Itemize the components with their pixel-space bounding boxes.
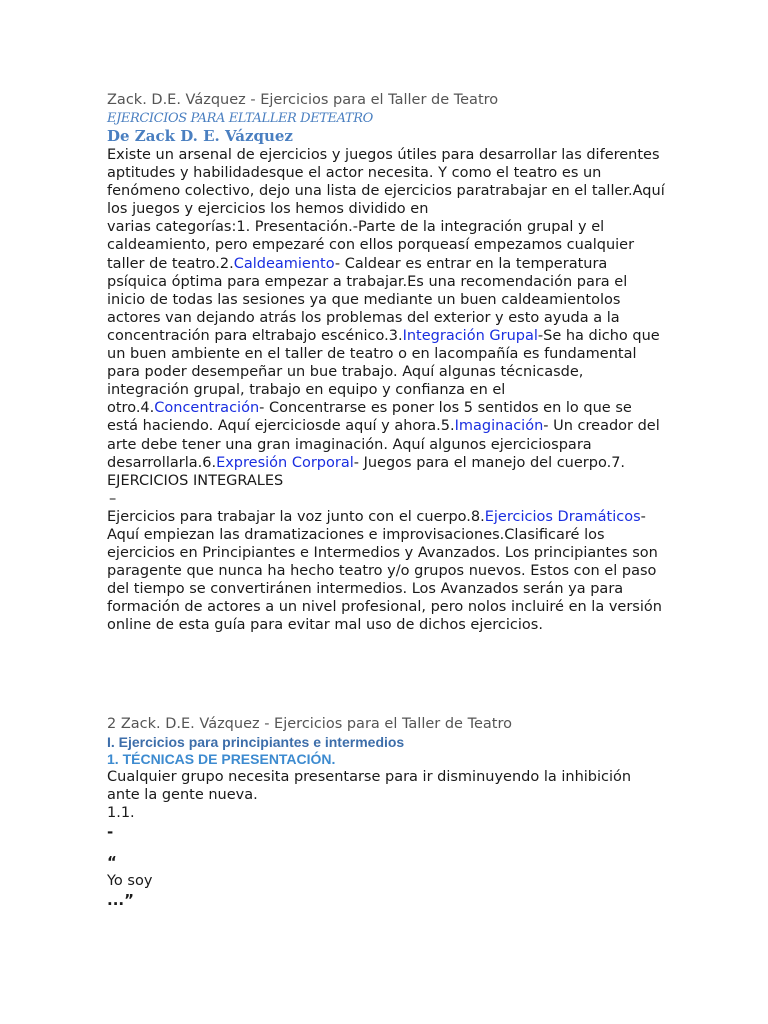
imaginacion-text: - Un creador del arte debe tener una gran imaginación. Aquí algunos ejerciciospara desarrollarla.6. <box>107 418 660 471</box>
close-quote: ...” <box>107 891 134 910</box>
item-number: 1.1. <box>107 805 135 822</box>
presentation-paragraph: Cualquier grupo necesita presentarse para ir disminuyendo la inhibición ante la gente nueva. <box>107 769 632 804</box>
section-title: I. Ejercicios para principiantes e intermedios <box>107 734 405 750</box>
categories-text: varias categorías:1. Presentación.-Parte de la integración grupal y el caldeamiento, pero empezaré con ellos porqueasí empezamos cualquier taller de teatro.2. <box>107 219 635 272</box>
intro-text: Existe un arsenal de ejercicios y juegos útiles para desarrollar las diferentes aptitudes y habilidadesque el actor necesita. Y como el teatro es un fenómeno colectivo, dejo una lista de ejercicios paratrabajar en el taller.Aquí los juegos y ejercicios los hemos dividido en <box>107 147 665 218</box>
expresion-text: - Juegos para el manejo del cuerpo.7. EJERCICIOS INTEGRALES <box>107 454 626 489</box>
integracion-grupal-link[interactable]: Integración Grupal <box>402 327 538 344</box>
voz-text: Ejercicios para trabajar la voz junto con el cuerpo.8. <box>107 508 485 525</box>
open-quote: “ <box>107 853 117 872</box>
author-byline: De Zack D. E. Vázquez <box>107 127 293 145</box>
dash-separator: – <box>109 490 117 507</box>
imaginacion-link[interactable]: Imaginación <box>454 418 544 435</box>
caldeamiento-text: - Caldear es entrar en la temperatura psíquica óptima para empezar a trabajar.Es una recomendación para el inicio de todas las sesiones ya que mediante un buen caldeamientolos actores van dejando atrás los problemas del exterior y esto ayuda a la concentración para eltrabajo escénico.3. <box>107 255 628 344</box>
page-header-two: 2 Zack. D.E. Vázquez - Ejercicios para el Taller de Teatro <box>107 716 512 732</box>
concentracion-link[interactable]: Concentración <box>154 400 260 417</box>
caldeamiento-link[interactable]: Caldeamiento <box>233 255 335 272</box>
integracion-text: -Se ha dicho que un buen ambiente en el taller de teatro o en lacompañía es fundamental para poder desempeñar un bue trabajo. Aquí algunas técnicasde, integración grupal, trabajo en equipo y confianza en el otro.4. <box>107 327 660 417</box>
page-header: Zack. D.E. Vázquez - Ejercicios para el Taller de Teatro <box>107 92 499 108</box>
concentracion-text: - Concentrarse es poner los 5 sentidos en lo que se está haciendo. Aquí ejerciciosde aquí y ahora.5. <box>107 400 632 435</box>
subsection-title: 1. TÉCNICAS DE PRESENTACIÓN. <box>107 751 336 767</box>
item-dash: - <box>107 823 114 842</box>
ejercicios-dramaticos-link[interactable]: Ejercicios Dramáticos <box>484 508 641 525</box>
expresion-corporal-link[interactable]: Expresión Corporal <box>216 454 354 471</box>
page-two <box>107 714 667 910</box>
dramaticos-text: - Aquí empiezan las dramatizaciones e improvisaciones.Clasificaré los ejercicios en Principiantes e Intermedios y Avanzados. Los principiantes son paragente que nunca ha hecho teatro y/o grupos nuevos. Estos con el paso del tiempo se convertiránen intermedios. Los Avanzados serán ya para formación de actores a un nivel profesional, pero nolos incluiré en la versión online de esta guía para evitar mal uso de dichos ejercicios. <box>107 508 662 634</box>
page-one <box>107 90 667 635</box>
intro-paragraph <box>107 146 667 635</box>
document-subtitle: EJERCICIOS PARA ELTALLER DETEATRO <box>107 111 373 126</box>
item-text: Yo soy <box>107 873 153 890</box>
